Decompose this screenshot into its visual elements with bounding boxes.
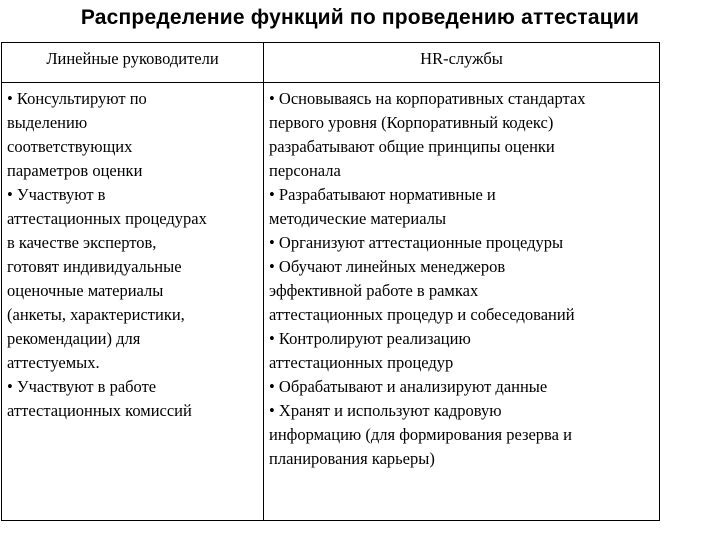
header-line-managers: Линейные руководители bbox=[2, 43, 264, 83]
list-item: аттестационных процедур bbox=[269, 353, 454, 372]
list-item: персонала bbox=[269, 161, 341, 180]
list-item: выделению bbox=[7, 113, 88, 132]
list-item: информацию (для формирования резерва и bbox=[269, 425, 572, 444]
hr-services-cell bbox=[264, 83, 660, 521]
list-item: • Участвуют в работе bbox=[7, 377, 157, 396]
list-item: • Разрабатывают нормативные и bbox=[269, 185, 496, 204]
list-item: • Обучают линейных менеджеров bbox=[269, 257, 506, 276]
list-item: оценочные материалы bbox=[7, 281, 164, 300]
list-item: • Хранят и используют кадровую bbox=[269, 401, 502, 420]
list-item: рекомендации) для bbox=[7, 329, 141, 348]
list-item: методические материалы bbox=[269, 209, 447, 228]
table-header-row bbox=[2, 43, 660, 83]
list-item: • Обрабатывают и анализируют данные bbox=[269, 377, 548, 396]
page-title: Распределение функций по проведению аттестации bbox=[80, 6, 640, 29]
list-item: • Консультируют по bbox=[7, 89, 147, 108]
list-item: готовят индивидуальные bbox=[7, 257, 182, 276]
list-item: эффективной работе в рамках bbox=[269, 281, 479, 300]
header-hr-services: HR-службы bbox=[264, 43, 660, 83]
list-item: разрабатывают общие принципы оценки bbox=[269, 137, 555, 156]
list-item: в качестве экспертов, bbox=[7, 233, 157, 252]
list-item: планирования карьеры) bbox=[269, 449, 435, 468]
list-item: соответствующих bbox=[7, 137, 133, 156]
list-item: • Основываясь на корпоративных стандартах bbox=[269, 89, 586, 108]
line-managers-cell bbox=[2, 83, 264, 521]
list-item: аттестационных комиссий bbox=[7, 401, 192, 420]
functions-table bbox=[1, 42, 660, 521]
list-item: аттестуемых. bbox=[7, 353, 100, 372]
list-item: аттестационных процедурах bbox=[7, 209, 207, 228]
list-item: параметров оценки bbox=[7, 161, 143, 180]
list-item: • Организуют аттестационные процедуры bbox=[269, 233, 564, 252]
list-item: • Участвуют в bbox=[7, 185, 106, 204]
list-item: (анкеты, характеристики, bbox=[7, 305, 185, 324]
list-item: аттестационных процедур и собеседований bbox=[269, 305, 575, 324]
table-row bbox=[2, 83, 660, 521]
list-item: • Контролируют реализацию bbox=[269, 329, 471, 348]
list-item: первого уровня (Корпоративный кодекс) bbox=[269, 113, 554, 132]
